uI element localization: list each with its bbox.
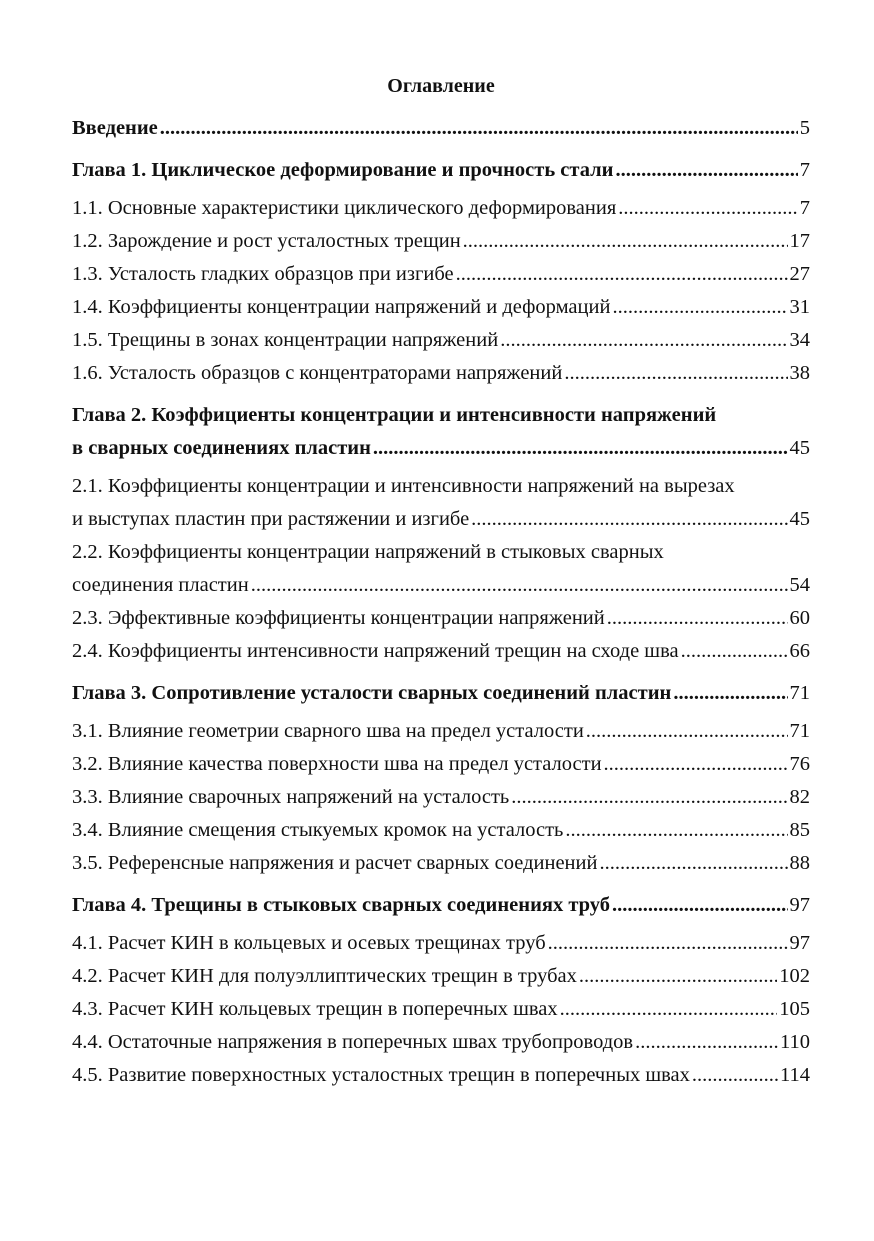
toc-chapter-3[interactable] (72, 677, 810, 710)
leader-dots (612, 291, 787, 324)
leader-dots (599, 847, 787, 880)
toc-section-1-4[interactable] (72, 291, 810, 324)
toc-section-2-3[interactable] (72, 602, 810, 635)
leader-dots (511, 781, 787, 814)
toc-section-label: 1.3. Усталость гладких образцов при изгибе (72, 263, 454, 285)
toc-entry-label: Введение (72, 117, 158, 139)
leader-dots (615, 154, 797, 187)
toc-section-2-2[interactable] (72, 536, 810, 602)
toc-chapter-4[interactable] (72, 889, 810, 922)
toc-section-label: 4.2. Расчет КИН для полуэллиптических трещин в трубах (72, 965, 577, 987)
toc-section-2-4[interactable] (72, 635, 810, 668)
toc-page-number: 105 (779, 998, 810, 1020)
leader-dots (471, 503, 787, 536)
toc-page-number: 110 (780, 1031, 810, 1053)
leader-dots (612, 889, 787, 922)
leader-dots (500, 324, 787, 357)
toc-page-number: 88 (789, 852, 810, 874)
toc-chapter-label-line1: Глава 2. Коэффициенты концентрации и интенсивности напряжений (72, 404, 717, 426)
toc-section-3-1[interactable] (72, 715, 810, 748)
toc-page-number: 82 (789, 786, 810, 808)
toc-chapter-2[interactable] (72, 399, 810, 465)
toc-section-label: 1.1. Основные характеристики циклического деформирования (72, 197, 617, 219)
toc-page-number: 85 (789, 819, 810, 841)
toc-page (72, 72, 810, 1092)
leader-dots (565, 814, 787, 847)
toc-page-number: 54 (789, 574, 810, 596)
toc-section-2-1[interactable] (72, 470, 810, 536)
toc-section-label: 4.5. Развитие поверхностных усталостных трещин в поперечных швах (72, 1064, 690, 1086)
toc-page-number: 102 (779, 965, 810, 987)
leader-dots (673, 677, 787, 710)
toc-page-number: 66 (789, 640, 810, 662)
toc-section-label: 2.4. Коэффициенты интенсивности напряжений трещин на сходе шва (72, 640, 679, 662)
toc-page-number: 7 (799, 159, 810, 181)
leader-dots (635, 1026, 778, 1059)
leader-dots (692, 1059, 778, 1092)
toc-section-1-1[interactable] (72, 192, 810, 225)
leader-dots (618, 192, 797, 225)
leader-dots (586, 715, 788, 748)
toc-section-label: 3.4. Влияние смещения стыкуемых кромок на усталость (72, 819, 564, 841)
toc-chapter-label-line2: в сварных соединениях пластин (72, 437, 371, 459)
toc-section-label: 3.2. Влияние качества поверхности шва на предел усталости (72, 753, 602, 775)
page-title: Оглавление (387, 75, 495, 97)
toc-chapter-label: Глава 1. Циклическое деформирование и прочность стали (72, 159, 614, 181)
leader-dots (373, 432, 788, 465)
leader-dots (548, 927, 788, 960)
toc-page-number: 45 (789, 508, 810, 530)
leader-dots (579, 960, 777, 993)
toc-section-1-5[interactable] (72, 324, 810, 357)
toc-section-3-3[interactable] (72, 781, 810, 814)
toc-section-label-line2: соединения пластин (72, 574, 249, 596)
toc-section-3-4[interactable] (72, 814, 810, 847)
leader-dots (564, 357, 787, 390)
toc-section-3-5[interactable] (72, 847, 810, 880)
toc-section-4-1[interactable] (72, 927, 810, 960)
leader-dots (456, 258, 788, 291)
leader-dots (160, 112, 798, 145)
toc-section-label: 2.3. Эффективные коэффициенты концентрации напряжений (72, 607, 605, 629)
toc-page-number: 5 (799, 117, 810, 139)
toc-page-number: 97 (789, 894, 810, 916)
toc-section-label: 4.4. Остаточные напряжения в поперечных швах трубопроводов (72, 1031, 634, 1053)
toc-page-number: 45 (789, 437, 810, 459)
toc-section-1-3[interactable] (72, 258, 810, 291)
toc-page-number: 97 (789, 932, 810, 954)
toc-section-1-6[interactable] (72, 357, 810, 390)
toc-chapter-1[interactable] (72, 154, 810, 187)
toc-section-4-4[interactable] (72, 1026, 810, 1059)
leader-dots (607, 602, 788, 635)
leader-dots (560, 993, 778, 1026)
toc-section-label: 4.3. Расчет КИН кольцевых трещин в поперечных швах (72, 998, 558, 1020)
toc-section-label: 4.1. Расчет КИН в кольцевых и осевых трещинах труб (72, 932, 546, 954)
toc-section-label-line1: 2.2. Коэффициенты концентрации напряжений в стыковых сварных (72, 541, 664, 563)
toc-page-number: 31 (789, 296, 810, 318)
toc-section-3-2[interactable] (72, 748, 810, 781)
toc-section-4-3[interactable] (72, 993, 810, 1026)
toc-page-number: 71 (789, 720, 810, 742)
toc-chapter-label: Глава 4. Трещины в стыковых сварных соединениях труб (72, 894, 611, 916)
toc-section-label: 1.6. Усталость образцов с концентраторами напряжений (72, 362, 563, 384)
leader-dots (251, 569, 788, 602)
toc-section-label: 1.4. Коэффициенты концентрации напряжений и деформаций (72, 296, 611, 318)
leader-dots (604, 748, 788, 781)
toc-page-number: 71 (789, 682, 810, 704)
toc-page-number: 34 (789, 329, 810, 351)
toc-page-number: 38 (789, 362, 810, 384)
toc-page-number: 76 (789, 753, 810, 775)
toc-section-label-line1: 2.1. Коэффициенты концентрации и интенсивности напряжений на вырезах (72, 475, 735, 497)
leader-dots (681, 635, 788, 668)
toc-page-number: 27 (789, 263, 810, 285)
toc-page-number: 60 (789, 607, 810, 629)
leader-dots (463, 225, 788, 258)
toc-section-label-line2: и выступах пластин при растяжении и изгибе (72, 508, 470, 530)
toc-page-number: 17 (789, 230, 810, 252)
toc-page-number: 114 (780, 1064, 810, 1086)
toc-section-label: 1.2. Зарождение и рост усталостных трещин (72, 230, 461, 252)
toc-section-label: 1.5. Трещины в зонах концентрации напряжений (72, 329, 499, 351)
toc-section-label: 3.5. Референсные напряжения и расчет сварных соединений (72, 852, 598, 874)
toc-section-4-2[interactable] (72, 960, 810, 993)
toc-entry-intro[interactable] (72, 112, 810, 145)
toc-section-label: 3.3. Влияние сварочных напряжений на усталость (72, 786, 510, 808)
toc-section-1-2[interactable] (72, 225, 810, 258)
toc-section-4-5[interactable] (72, 1059, 810, 1092)
toc-section-label: 3.1. Влияние геометрии сварного шва на предел усталости (72, 720, 584, 742)
toc-page-number: 7 (799, 197, 810, 219)
toc-chapter-label: Глава 3. Сопротивление усталости сварных соединений пластин (72, 682, 672, 704)
